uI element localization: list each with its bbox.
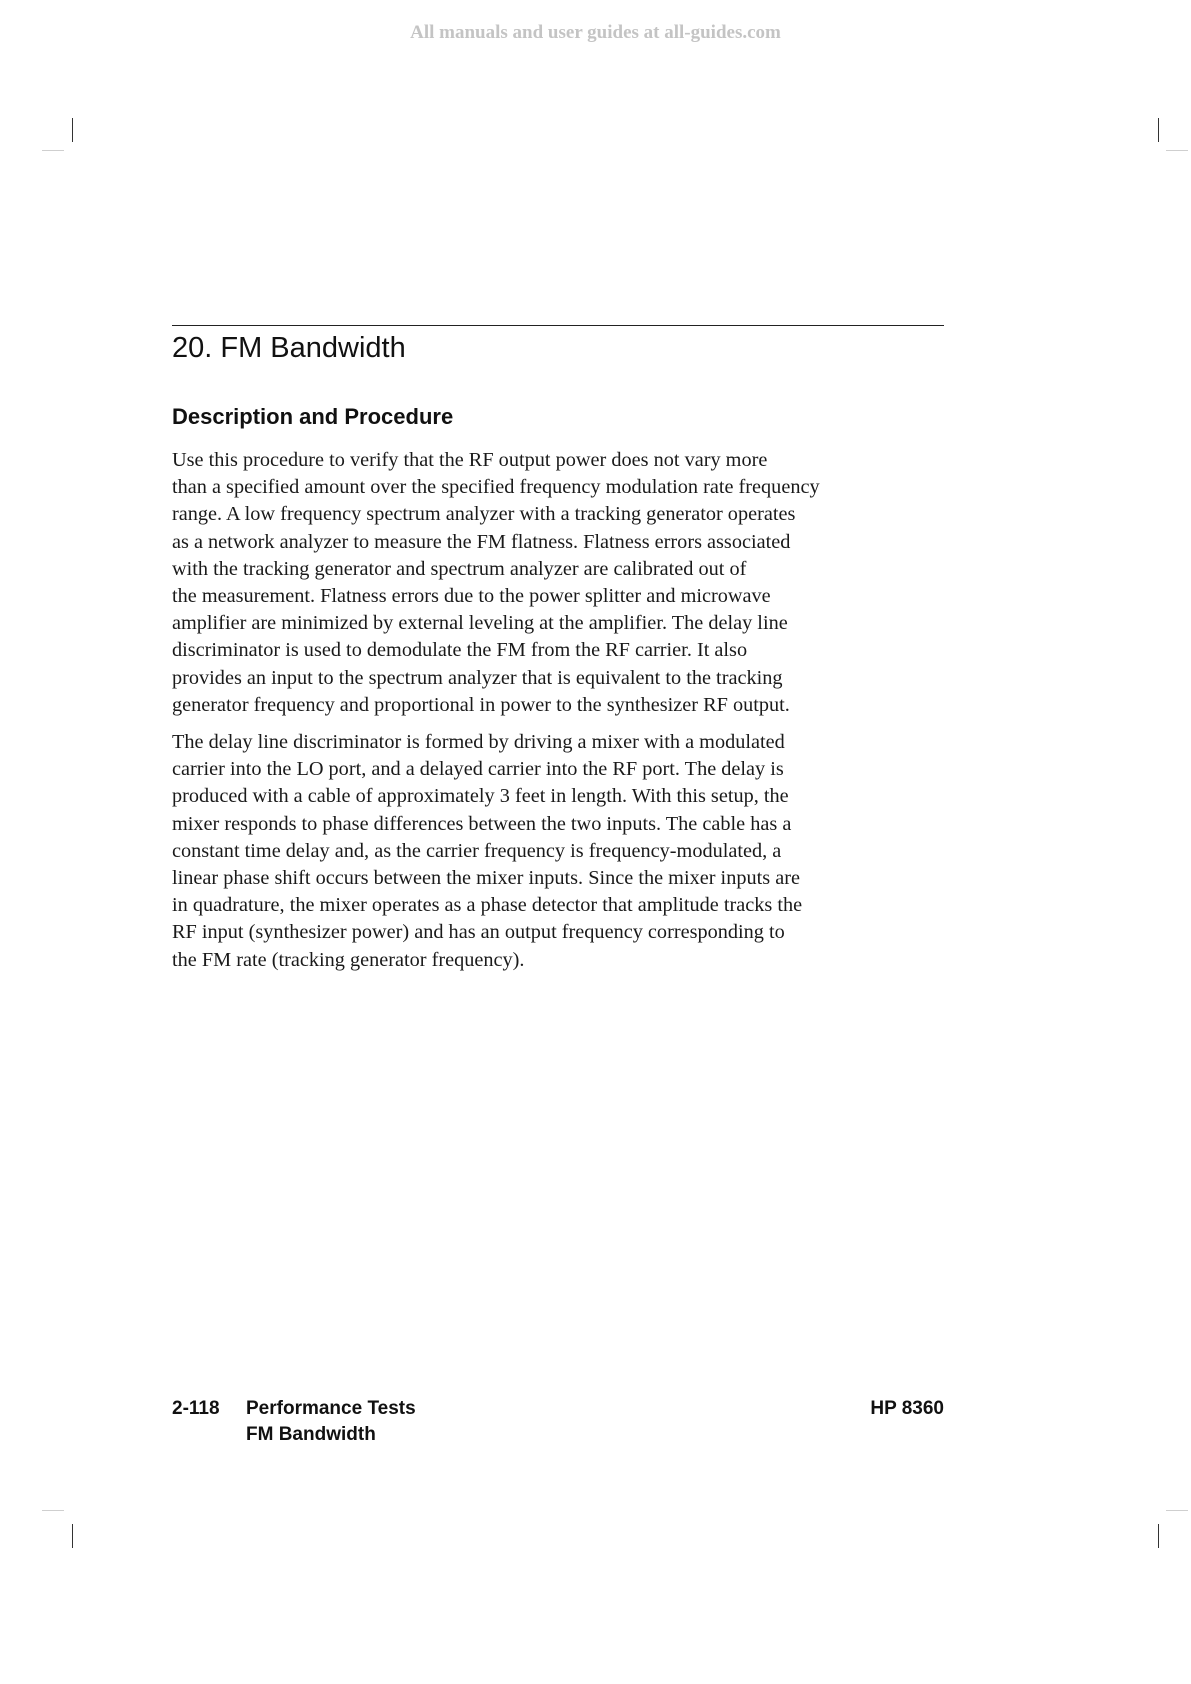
- footer-product: HP 8360: [870, 1398, 944, 1419]
- text-line: The delay line discriminator is formed by driving a mixer with a modulated: [172, 731, 785, 754]
- footer-subsection: FM Bandwidth: [246, 1424, 376, 1445]
- text-line: the FM rate (tracking generator frequency).: [172, 948, 525, 971]
- text-line: Use this procedure to verify that the RF output power does not vary more: [172, 449, 768, 471]
- subsection-title: Description and Procedure: [172, 404, 454, 429]
- text-line: generator frequency and proportional in power to the synthesizer RF output.: [172, 693, 790, 716]
- watermark: All manuals and user guides at all-guides.com: [410, 22, 781, 43]
- text-line: linear phase shift occurs between the mixer inputs. Since the mixer inputs are: [172, 867, 800, 890]
- crop-mark-top-left-h: [42, 150, 64, 151]
- text-line: mixer responds to phase differences between the two inputs. The cable has a: [172, 812, 792, 835]
- paragraph-1: [172, 447, 947, 719]
- text-line: discriminator is used to demodulate the FM from the RF carrier. It also: [172, 639, 748, 662]
- footer-page-number: 2-118: [172, 1398, 220, 1419]
- text-line: the measurement. Flatness errors due to the power splitter and microwave: [172, 585, 771, 608]
- crop-mark-bottom-right-h: [1166, 1510, 1188, 1511]
- text-line: range. A low frequency spectrum analyzer with a tracking generator operates: [172, 503, 796, 526]
- text-line: amplifier are minimized by external leveling at the amplifier. The delay line: [172, 612, 788, 635]
- footer-section: Performance Tests: [246, 1398, 416, 1419]
- crop-mark-bottom-left-h: [42, 1510, 64, 1511]
- crop-mark-top-left: [72, 118, 73, 142]
- text-line: than a specified amount over the specified frequency modulation rate frequency: [172, 476, 820, 499]
- crop-mark-bottom-right: [1158, 1524, 1159, 1548]
- text-line: as a network analyzer to measure the FM flatness. Flatness errors associated: [172, 530, 791, 553]
- text-line: in quadrature, the mixer operates as a phase detector that amplitude tracks the: [172, 894, 803, 917]
- text-line: RF input (synthesizer power) and has an output frequency corresponding to: [172, 921, 785, 944]
- text-line: constant time delay and, as the carrier frequency is frequency-modulated, a: [172, 839, 782, 862]
- text-line: with the tracking generator and spectrum analyzer are calibrated out of: [172, 557, 747, 580]
- paragraph-2: [172, 729, 947, 974]
- section-rule: [172, 325, 944, 326]
- text-line: provides an input to the spectrum analyzer that is equivalent to the tracking: [172, 666, 783, 689]
- crop-mark-top-right: [1158, 118, 1159, 142]
- text-line: produced with a cable of approximately 3 feet in length. With this setup, the: [172, 785, 789, 808]
- crop-mark-top-right-h: [1166, 150, 1188, 151]
- section-title: 20. FM Bandwidth: [172, 332, 406, 364]
- crop-mark-bottom-left: [72, 1524, 73, 1548]
- text-line: carrier into the LO port, and a delayed carrier into the RF port. The delay is: [172, 758, 784, 781]
- body-text: [172, 447, 947, 984]
